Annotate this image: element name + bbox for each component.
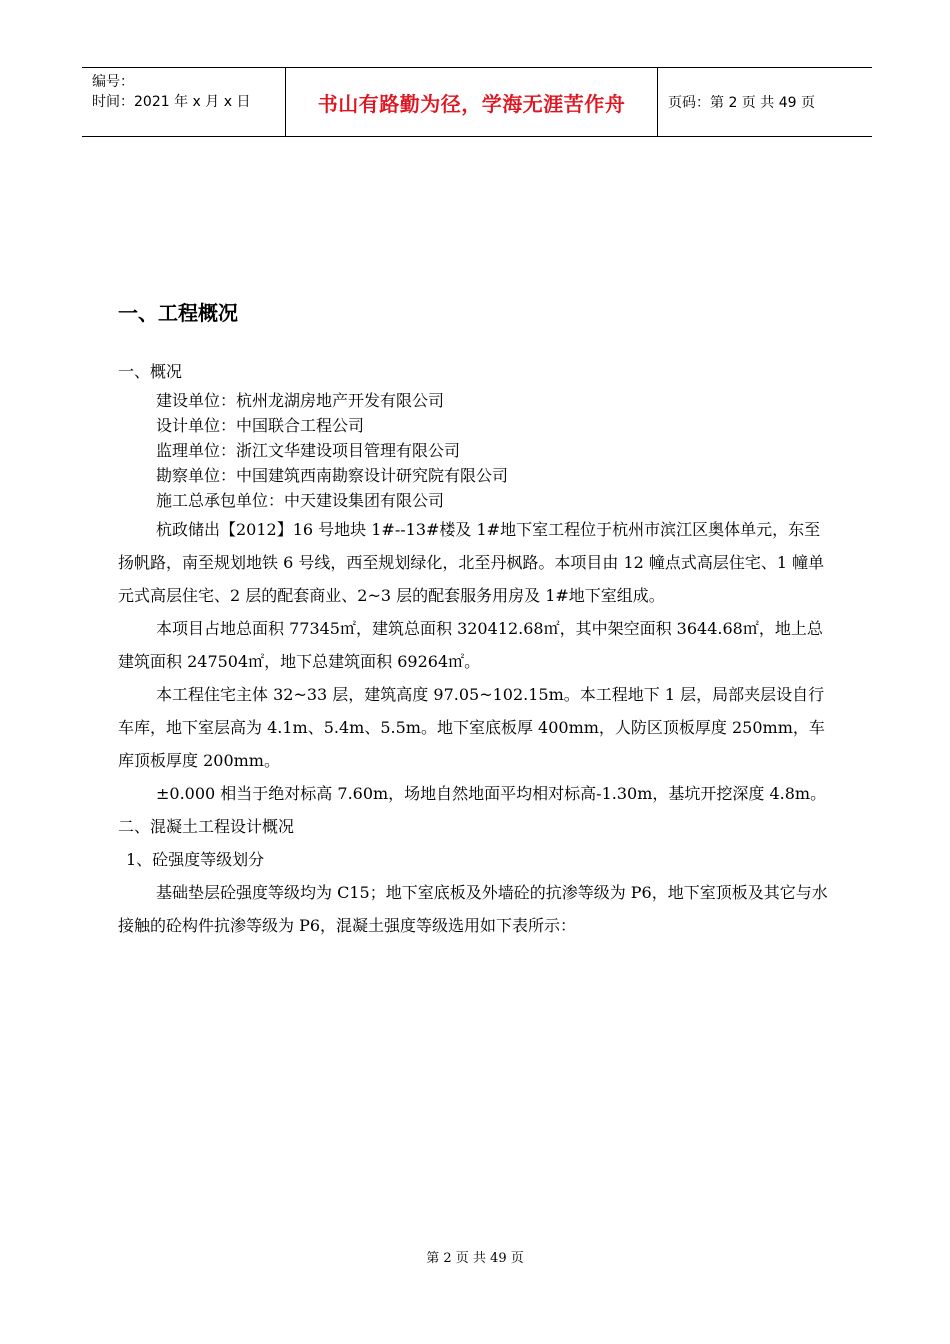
page-footer: 第 2 页 共 49 页 [426,1251,524,1266]
paragraph-area: 本项目占地总面积 77345㎡，建筑总面积 320412.68㎡，其中架空面积 3644.68㎡，地上总建筑面积 247504㎡，地下总建筑面积 69264㎡。 [118,619,823,671]
header-page-label: 页码：第 2 页 共 49 页 [668,95,815,111]
document-body [118,298,834,942]
unit-survey: 勘察单位：中国建筑西南勘察设计研究院有限公司 [156,466,509,485]
unit-construction: 建设单位：杭州龙湖房地产开发有限公司 [156,391,445,410]
time-label: 时间：2021 年 x 月 x 日 [92,94,251,110]
header-motto: 书山有路勤为径，学海无涯苦作舟 [285,68,658,136]
section-title: 一、工程概况 [118,301,238,325]
subsection-concrete: 二、混凝土工程设计概况 [118,817,295,836]
unit-supervision: 监理单位：浙江文华建设项目管理有限公司 [156,441,461,460]
header-meta [82,68,285,136]
serial-label: 编号： [92,74,134,90]
sub-item-strength: 1、砼强度等级划分 [126,850,265,869]
paragraph-elevation: ±0.000 相当于绝对标高 7.60m，场地自然地面平均相对标高-1.30m，基坑开挖深度 4.8m。 [156,784,827,803]
page-header [82,67,872,137]
paragraph-structure: 本工程住宅主体 32~33 层，建筑高度 97.05~102.15m。本工程地下 1 层，局部夹层设自行车库，地下室层高为 4.1m、5.4m、5.5m。地下室底板厚 400mm，人防区顶板厚度 250mm，车库顶板厚度 200mm。 [118,685,825,770]
paragraph-concrete-grade: 基础垫层砼强度等级均为 C15；地下室底板及外墙砼的抗渗等级为 P6，地下室顶板及其它与水接触的砼构件抗渗等级为 P6，混凝土强度等级选用如下表所示： [118,883,828,935]
paragraph-location: 杭政储出【2012】16 号地块 1#--13#楼及 1#地下室工程位于杭州市滨江区奥体单元，东至扬帆路，南至规划地铁 6 号线，西至规划绿化，北至丹枫路。本项目由 12 幢点式高层住宅、1 幢单元式高层住宅、2 层的配套商业、2~3 层的配套服务用房及 1#地下室组成。 [118,520,825,605]
subsection-overview: 一、概况 [118,362,183,381]
unit-design: 设计单位：中国联合工程公司 [156,416,365,435]
unit-contractor: 施工总承包单位：中天建设集团有限公司 [156,491,445,510]
